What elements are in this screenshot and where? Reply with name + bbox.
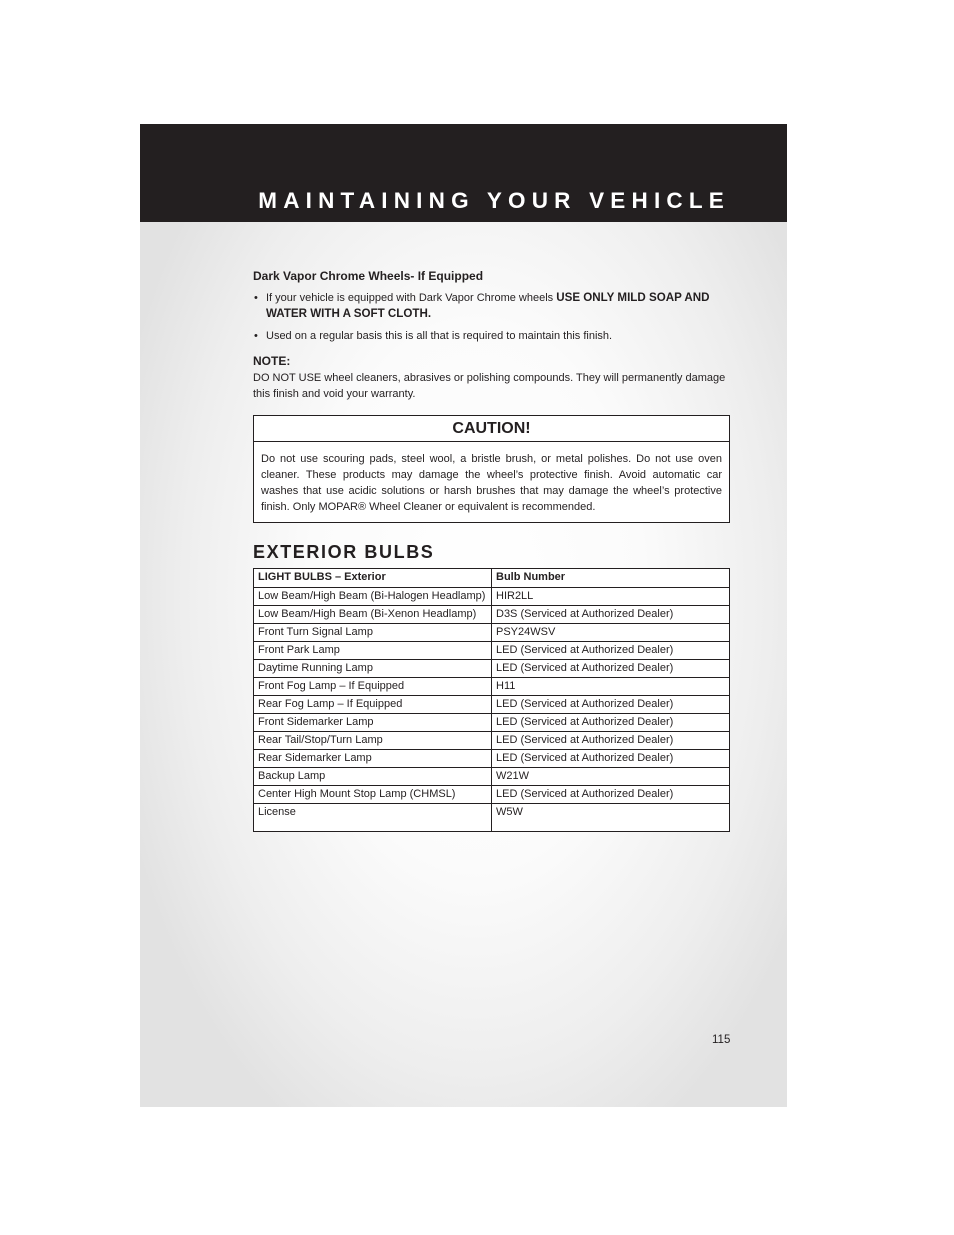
wheels-subheading: Dark Vapor Chrome Wheels- If Equipped [253,269,484,283]
page-header-bar [140,124,787,222]
table-row [254,588,730,606]
bulb-number-cell: H11 [492,678,730,696]
bulb-number-cell: LED (Serviced at Authorized Dealer) [492,696,730,714]
exterior-bulbs-table [253,568,730,832]
light-bulb-cell: Front Sidemarker Lamp [254,714,492,732]
table-row [254,696,730,714]
table-row [254,678,730,696]
table-row [254,642,730,660]
table-row [254,732,730,750]
light-bulb-cell: Low Beam/High Beam (Bi-Halogen Headlamp) [254,588,492,606]
bullet-dot-icon: • [254,292,258,304]
bulb-number-cell: LED (Serviced at Authorized Dealer) [492,786,730,804]
column-header-bulb-number: Bulb Number [492,569,730,588]
table-row [254,624,730,642]
bulb-number-cell: PSY24WSV [492,624,730,642]
table-header-row [254,569,730,588]
light-bulb-cell: Low Beam/High Beam (Bi-Xenon Headlamp) [254,606,492,624]
note-heading: NOTE: [253,354,291,368]
table-row [254,660,730,678]
bulb-number-cell: W5W [492,804,730,832]
light-bulb-cell: Rear Sidemarker Lamp [254,750,492,768]
light-bulb-cell: License [254,804,492,832]
manual-page [140,124,787,1107]
column-header-light-bulbs: LIGHT BULBS – Exterior [254,569,492,588]
bullet-emphasis: USE ONLY MILD SOAP AND WATER WITH A SOFT CLOTH. [266,291,710,320]
light-bulb-cell: Backup Lamp [254,768,492,786]
caution-title: CAUTION! [254,416,729,442]
table-row [254,750,730,768]
bulb-number-cell: LED (Serviced at Authorized Dealer) [492,750,730,768]
table-row [254,714,730,732]
caution-text: Do not use scouring pads, steel wool, a bristle brush, or metal polishes. Do not use oven cleaner. These products may damage the wheel’s protective finish. Avoid automatic car washes that use acidic solutions or harsh brushes that may damage the wheel’s protective finish. Only MOPAR® Wheel Cleaner or equivalent is recommended. [261,453,722,513]
wheels-bullet-2 [253,328,730,344]
table-row [254,804,730,832]
note-text: DO NOT USE wheel cleaners, abrasives or polishing compounds. They will permanently damage this finish and void your warranty. [253,372,726,400]
light-bulb-cell: Center High Mount Stop Lamp (CHMSL) [254,786,492,804]
bulb-number-cell: D3S (Serviced at Authorized Dealer) [492,606,730,624]
light-bulb-cell: Front Fog Lamp – If Equipped [254,678,492,696]
bulb-number-cell: W21W [492,768,730,786]
light-bulb-cell: Front Park Lamp [254,642,492,660]
light-bulb-cell: Rear Fog Lamp – If Equipped [254,696,492,714]
wheels-bullet-1 [253,290,730,322]
table-row [254,606,730,624]
light-bulb-cell: Rear Tail/Stop/Turn Lamp [254,732,492,750]
bulb-number-cell: LED (Serviced at Authorized Dealer) [492,714,730,732]
bullet-text: Used on a regular basis this is all that is required to maintain this finish. [266,330,613,342]
bulb-number-cell: LED (Serviced at Authorized Dealer) [492,642,730,660]
bulb-number-cell: HIR2LL [492,588,730,606]
bullet-dot-icon: • [254,330,258,342]
caution-box [253,415,730,523]
table-row [254,768,730,786]
bulb-number-cell: LED (Serviced at Authorized Dealer) [492,660,730,678]
light-bulb-cell: Daytime Running Lamp [254,660,492,678]
bulb-number-cell: LED (Serviced at Authorized Dealer) [492,732,730,750]
table-row [254,786,730,804]
bullet-text: If your vehicle is equipped with Dark Vapor Chrome wheels [266,292,557,304]
exterior-bulbs-title: EXTERIOR BULBS [253,542,435,562]
light-bulb-cell: Front Turn Signal Lamp [254,624,492,642]
page-number: 115 [712,1034,731,1046]
page-header-title: MAINTAINING YOUR VEHICLE [258,188,730,213]
